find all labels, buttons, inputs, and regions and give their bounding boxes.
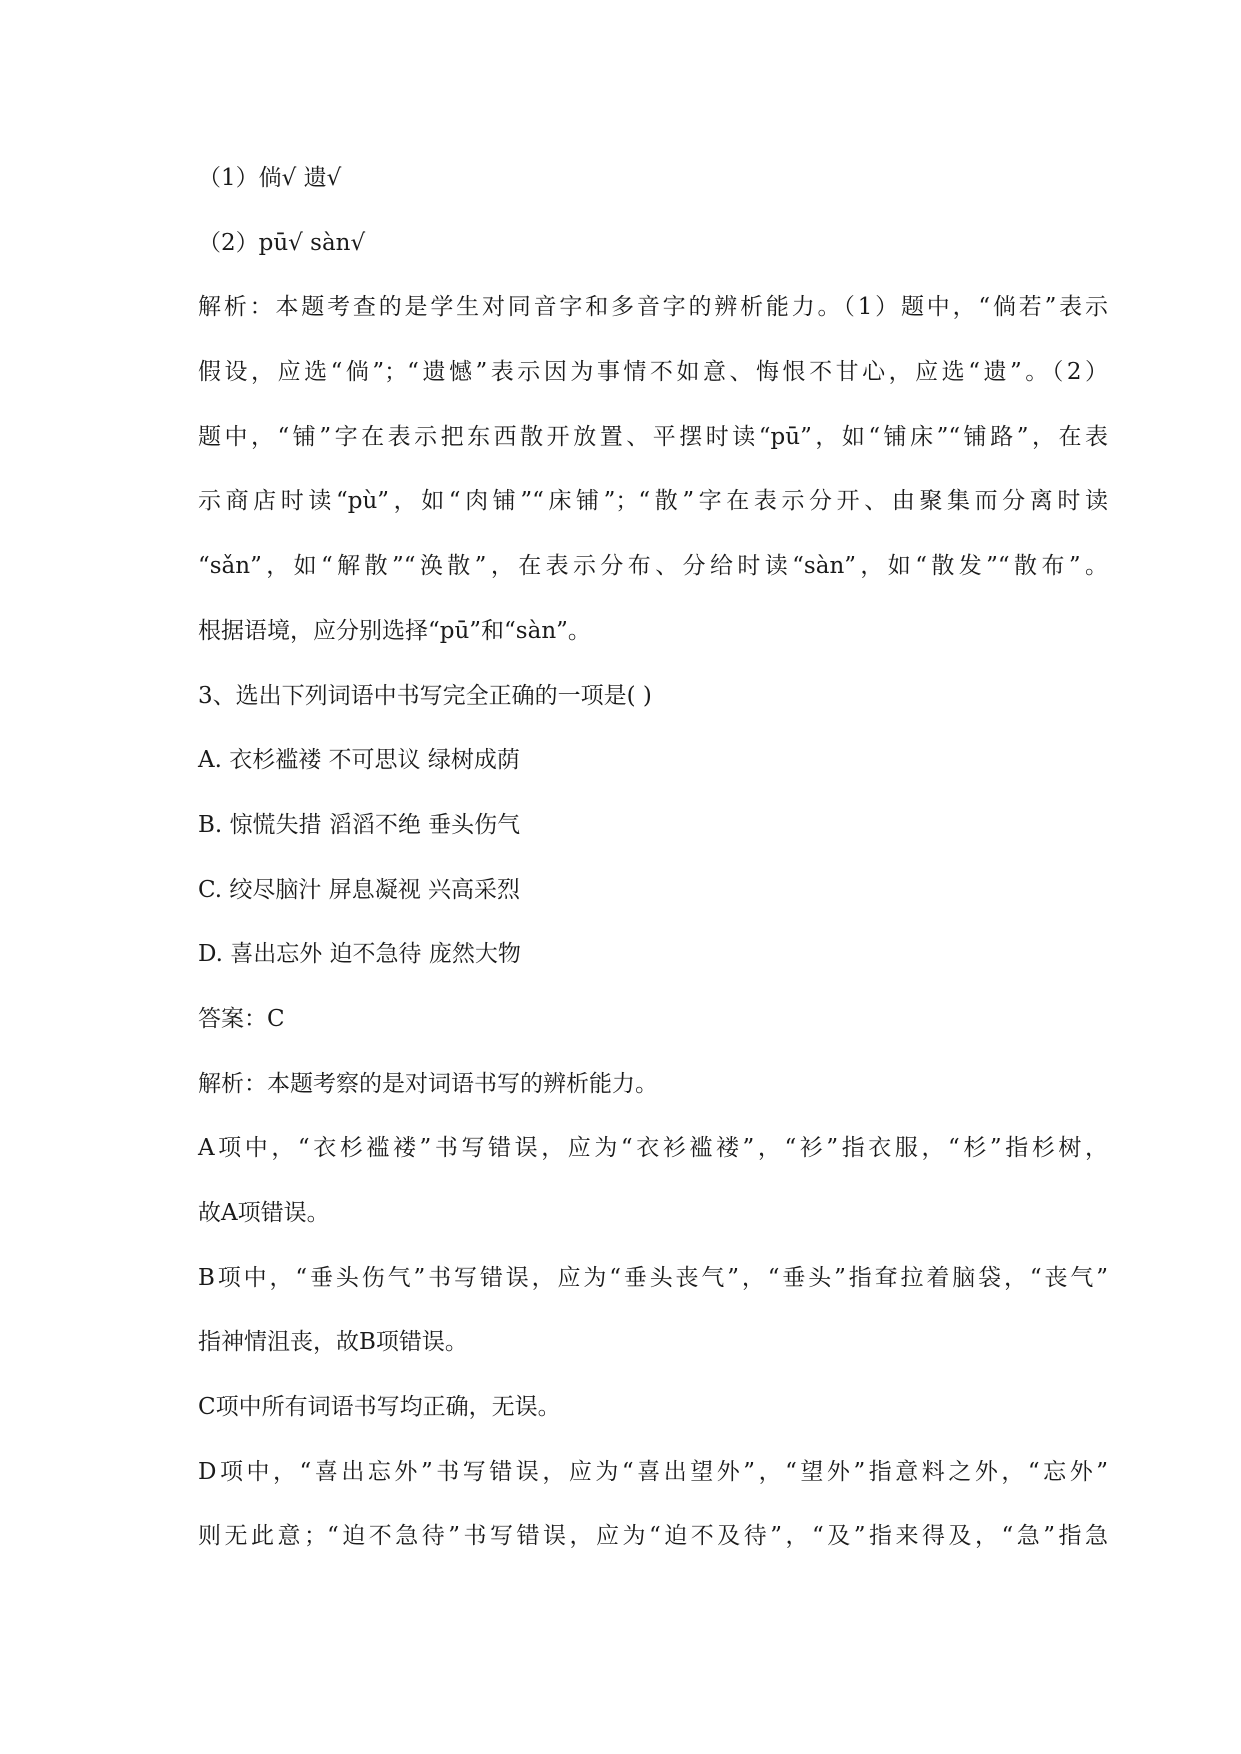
analysis-line: A项中，“衣杉褴褛”书写错误，应为“衣衫褴褛”，“衫”指衣服，“杉”指杉树， (198, 1135, 1108, 1162)
analysis-line: D项中，“喜出忘外”书写错误，应为“喜出望外”，“望外”指意料之外，“忘外” (198, 1458, 1108, 1485)
analysis-line: 假设，应选“倘”；“遗憾”表示因为事情不如意、悔恨不甘心，应选“遗”。（2） (198, 359, 1108, 386)
question-3-option-d: D. 喜出忘外 迫不急待 庞然大物 (198, 941, 521, 968)
question-3-option-b: B. 惊慌失措 滔滔不绝 垂头伤气 (198, 811, 521, 838)
question-3-option-c: C. 绞尽脑汁 屏息凝视 兴高采烈 (198, 876, 521, 903)
analysis-previous-question (198, 275, 1108, 663)
document-body (198, 146, 1108, 1569)
analysis-line: “sǎn”，如“解散”“涣散”，在表示分布、分给时读“sàn”，如“散发”“散布”。 (198, 553, 1108, 580)
answer-item-1: （1）倘√ 遗√ (198, 165, 342, 191)
analysis-line: B项中，“垂头伤气”书写错误，应为“垂头丧气”，“垂头”指耷拉着脑袋，“丧气” (198, 1264, 1108, 1291)
question-3-analysis-b (198, 1246, 1108, 1375)
question-3-analysis-intro: 解析：本题考察的是对词语书写的辨析能力。 (198, 1070, 658, 1097)
question-3-stem: 3、选出下列词语中书写完全正确的一项是( ) (198, 682, 652, 709)
question-3-analysis-a (198, 1116, 1108, 1245)
analysis-line: 示商店时读“pù”，如“肉铺”“床铺”；“散”字在表示分开、由聚集而分离时读 (198, 488, 1108, 515)
question-3-analysis-d (198, 1440, 1108, 1569)
question-3-analysis-c: C项中所有词语书写均正确，无误。 (198, 1394, 561, 1421)
analysis-line: 则无此意；“迫不急待”书写错误，应为“迫不及待”，“及”指来得及，“急”指急 (198, 1523, 1108, 1550)
analysis-line: 题中，“铺”字在表示把东西散开放置、平摆时读“pū”，如“铺床”“铺路”，在表 (198, 423, 1108, 450)
question-3-option-a: A. 衣杉褴褛 不可思议 绿树成荫 (198, 747, 520, 774)
analysis-line: 解析：本题考查的是学生对同音字和多音字的辨析能力。（1）题中，“倘若”表示 (198, 294, 1108, 321)
analysis-line: 故A项错误。 (198, 1200, 330, 1226)
analysis-line: 根据语境，应分别选择“pū”和“sàn”。 (198, 617, 591, 644)
answer-item-2: （2）pū√ sàn√ (198, 229, 366, 256)
question-3-answer: 答案：C (198, 1005, 285, 1032)
analysis-line: 指神情沮丧，故B项错误。 (198, 1329, 468, 1356)
